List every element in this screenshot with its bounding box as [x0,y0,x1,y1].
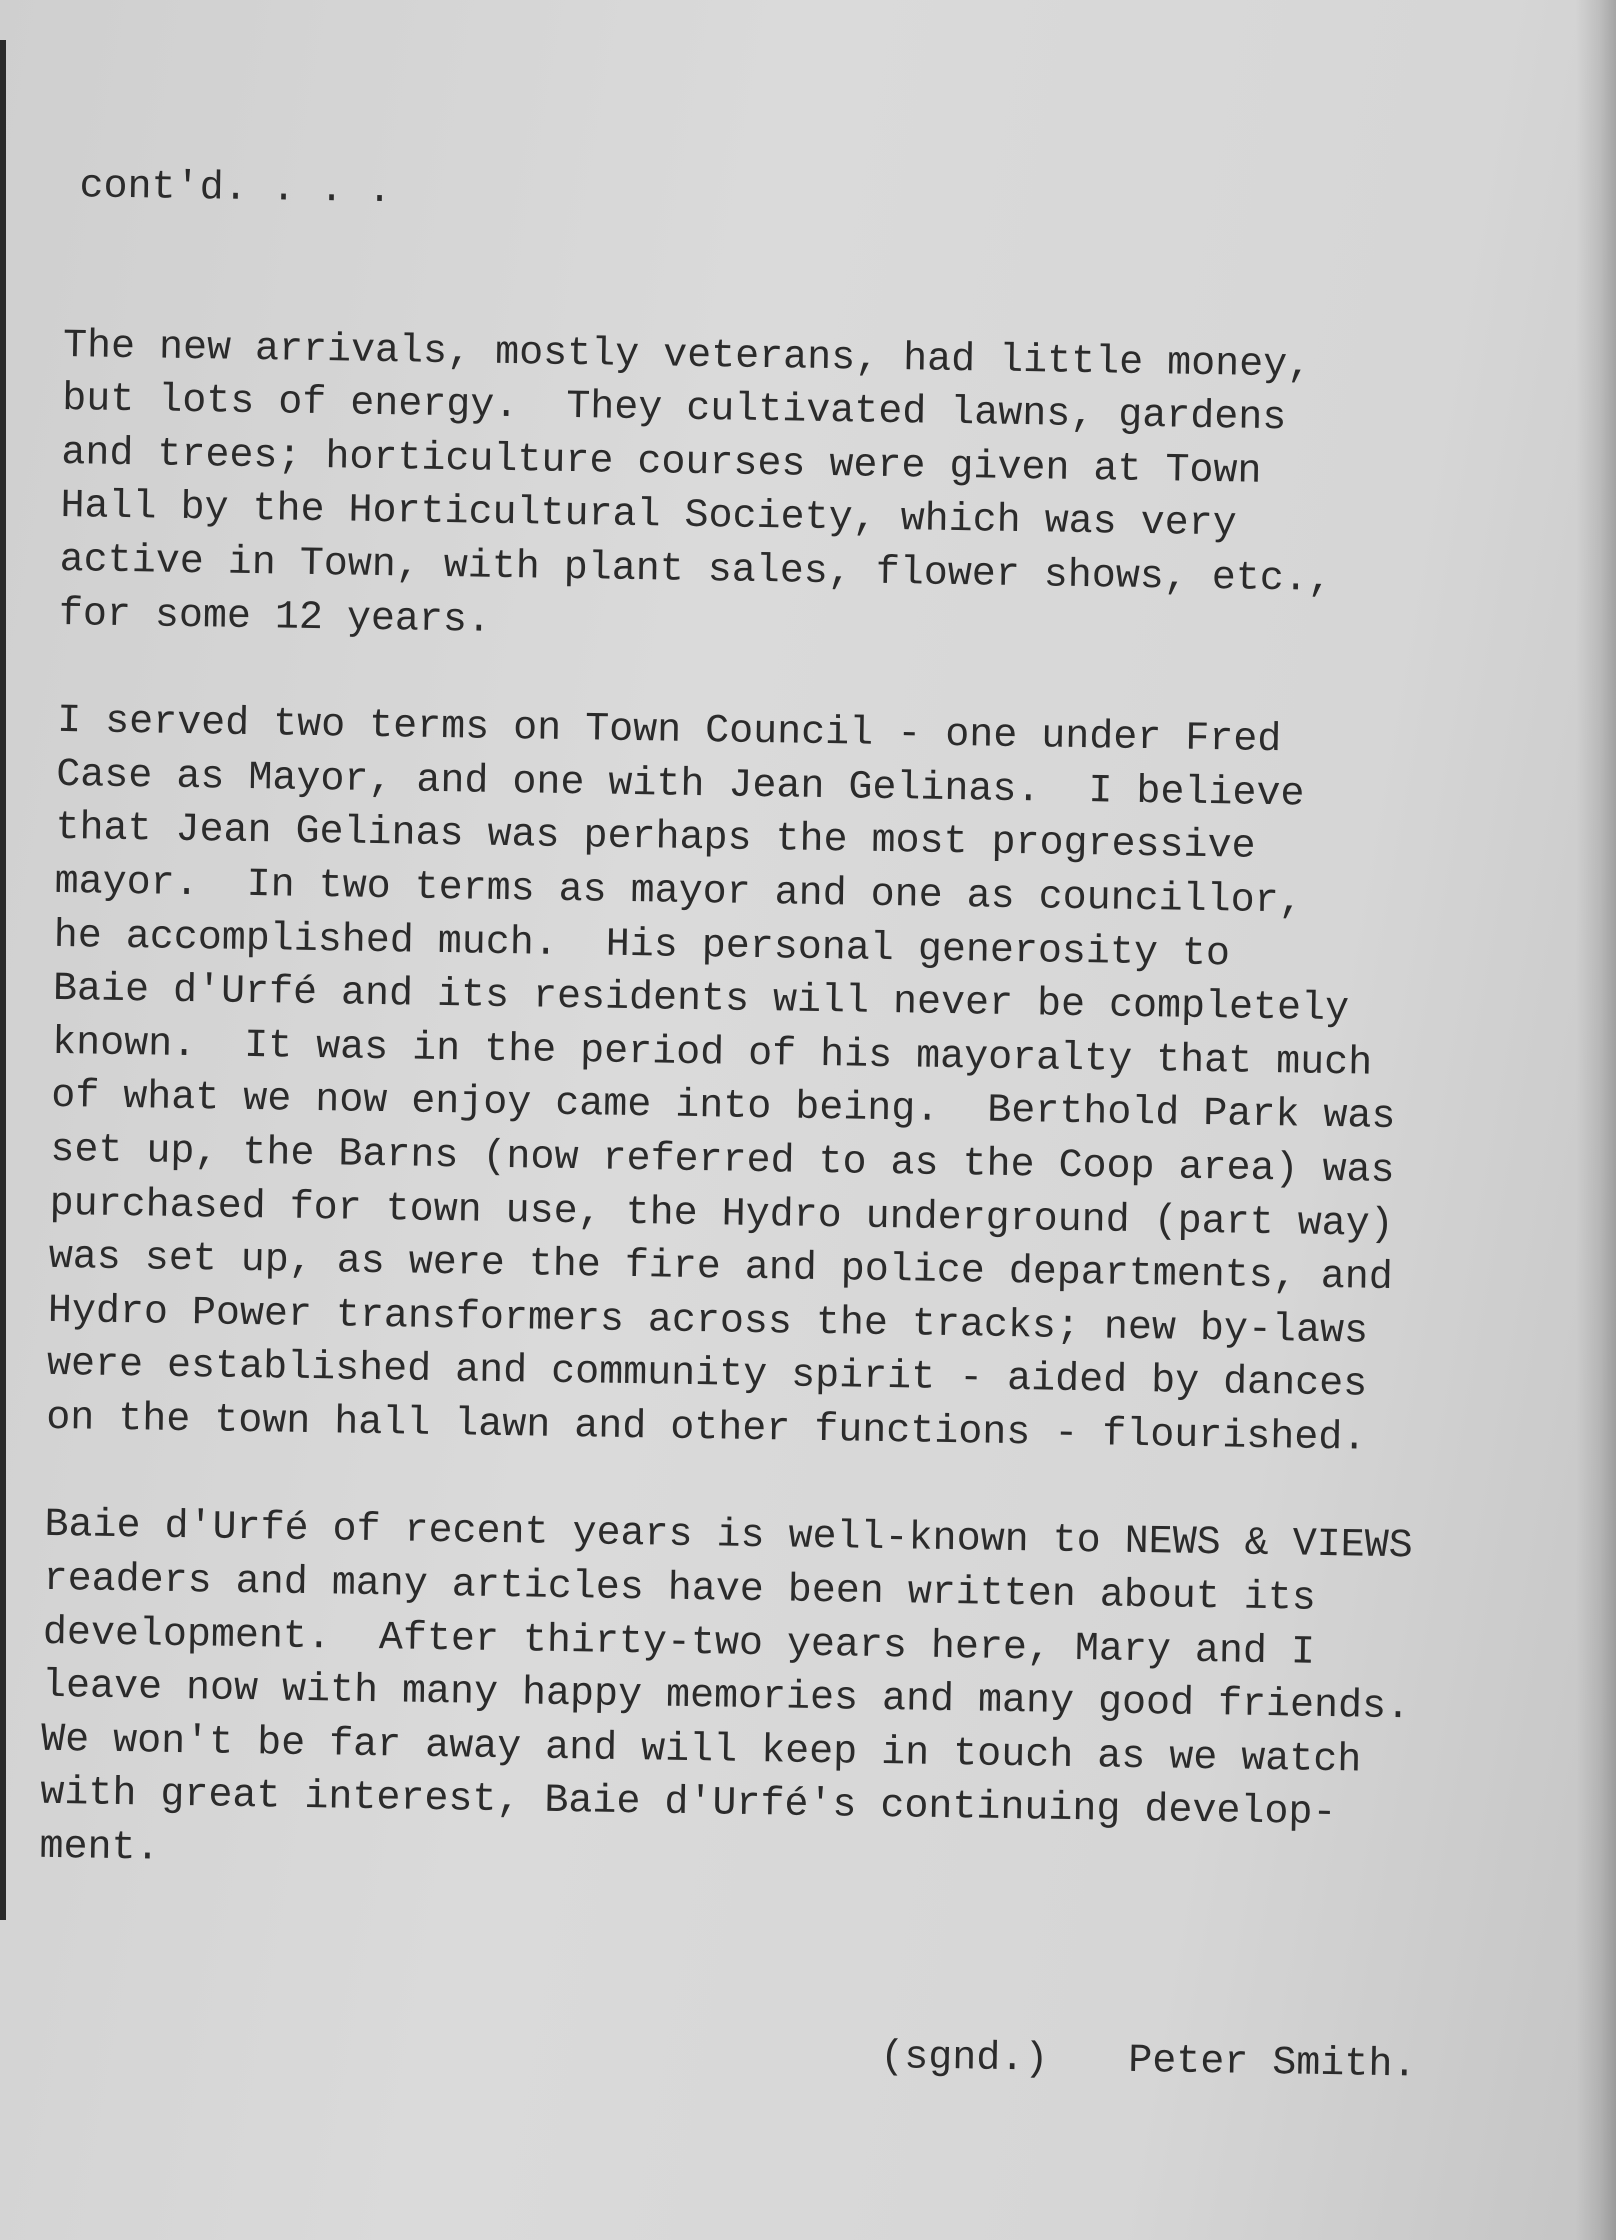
text-line: set up, the Barns (now referred to as the Coop area) was [50,1127,1395,1194]
text-line: leave now with many happy memories and many good friends. [41,1664,1411,1731]
text-line: Baie d'Urfé of recent years is well-known to NEWS & VIEWS [44,1503,1413,1570]
text-line: The new arrivals, mostly veterans, had little money, [62,323,1312,389]
text-line: for some 12 years. [58,591,492,644]
paragraph-2 [46,695,1558,1469]
text-line: was set up, as were the fire and police departments, and [48,1234,1394,1302]
text-line: and trees; horticulture courses were given at Town [61,430,1262,495]
text-line: ment. [39,1824,160,1872]
text-line: Hall by the Horticultural Society, which was very [60,484,1237,548]
text-line: active in Town, with plant sales, flower shows, etc., [59,537,1333,603]
text-line: purchased for town use, the Hydro underground (part way) [49,1181,1395,1248]
binding-edge [0,40,6,1920]
signature-block [735,1975,1537,2148]
paragraph-1 [58,320,1563,665]
page-shadow [1576,0,1616,2240]
signature-prefix: (sgnd.) [879,2035,1049,2083]
text-line: readers and many articles have been written about its [43,1556,1317,1622]
text-line: he accomplished much. His personal generosity to [53,913,1231,977]
text-line: that Jean Gelinas was perhaps the most progressive [55,806,1256,871]
text-line: with great interest, Baie d'Urfé's continuing develop- [39,1771,1337,1837]
text-line: were established and community spirit - aided by dances [46,1342,1368,1408]
text-line: on the town hall lawn and other functions - flourished. [45,1395,1367,1462]
text-line: I served two terms on Town Council - one under Fred [56,699,1282,764]
text-line: of what we now enjoy came into being. Berthold Park was [50,1074,1396,1141]
signature-gap [1048,2070,1128,2071]
text-line: Case as Mayor, and one with Jean Gelinas. I believe [55,752,1305,818]
letter-body [35,160,1566,2149]
text-line: development. After thirty-two years here, Mary and I [42,1610,1316,1676]
text-line: mayor. In two terms as mayor and one as councillor, [54,859,1304,925]
text-line: Baie d'Urfé and its residents will never be completely [52,967,1350,1033]
continuation-header: cont'd. . . . [79,164,392,215]
text-line: We won't be far away and will keep in touch as we watch [40,1717,1362,1784]
text-line: known. It was in the period of his mayoralty that much [51,1020,1373,1087]
text-line: but lots of energy. They cultivated lawns, gardens [61,377,1287,442]
text-line: Hydro Power transformers across the tracks; new by-laws [47,1288,1369,1355]
paragraph-3 [39,1499,1545,1898]
signature-name: Peter Smith. [1127,2039,1417,2089]
